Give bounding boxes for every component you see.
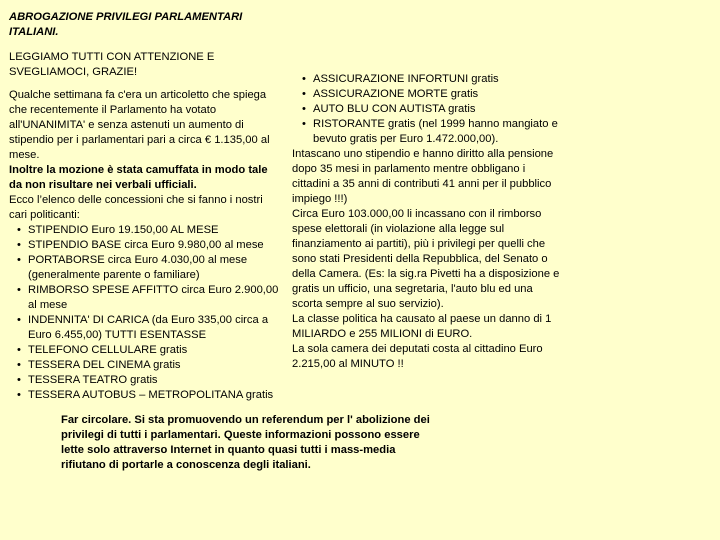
list-item: • RISTORANTE gratis (nel 1999 hanno mangiato e bevuto gratis per Euro 1.472.000,00).: [294, 117, 560, 147]
list-item: • RIMBORSO SPESE AFFITTO circa Euro 2.900,00 al mese: [9, 283, 281, 313]
left-column: [9, 10, 281, 403]
cost-paragraph: La sola camera dei deputati costa al cittadino Euro 2.215,00 al MINUTO !!: [292, 343, 543, 370]
subtitle: LEGGIAMO TUTTI CON ATTENZIONE E SVEGLIAMOCI, GRAZIE!: [9, 51, 215, 78]
document-title: ABROGAZIONE PRIVILEGI PARLAMENTARI ITALIANI.: [9, 11, 243, 38]
pension-paragraph: Intascano uno stipendio e hanno diritto alla pensione dopo 35 mesi in parlamento mentre obbligano i cittadini a 35 anni di contributi 41 anni per il pubblico impiego !!!): [292, 148, 554, 205]
list-item: • ASSICURAZIONE MORTE gratis: [294, 87, 560, 102]
list-item: • STIPENDIO Euro 19.150,00 AL MESE: [9, 223, 281, 238]
list-item: • TELEFONO CELLULARE gratis: [9, 343, 281, 358]
list-item: • ASSICURAZIONE INFORTUNI gratis: [294, 72, 560, 87]
list-item: • TESSERA TEATRO gratis: [9, 373, 281, 388]
refund-paragraph: Circa Euro 103.000,00 li incassano con il rimborso spese elettorali (in violazione alla legge sul finanziamento ai partiti), più i privilegi per quelli che sono stati Presidenti della Repubblica, del Senato o della Camera. (Es: la sig.ra Pivetti ha a disposizione e gratis un ufficio, una segretaria, l'auto blu ed una scorta sempre al suo servizio).: [292, 208, 560, 310]
list-item: • TESSERA DEL CINEMA gratis: [9, 358, 281, 373]
list-item: • INDENNITA' DI CARICA (da Euro 335,00 circa a Euro 6.455,00) TUTTI ESENTASSE: [9, 313, 281, 343]
list-item: • AUTO BLU CON AUTISTA gratis: [294, 102, 560, 117]
footer-note: Far circolare. Si sta promuovendo un referendum per l' abolizione dei privilegi di tutti i parlamentari. Queste informazioni possono essere lette solo attraverso Internet in quanto quasi tutti i mass-media rifiutano di portarle a conoscenza degli italiani.: [61, 414, 430, 471]
intro-bold-paragraph: Inoltre la mozione è stata camuffata in modo tale da non risultare nei verbali ufficiali.: [9, 164, 268, 191]
concessions-list: [9, 223, 281, 403]
list-intro: Ecco l’elenco delle concessioni che si fanno i nostri cari politicanti:: [9, 194, 263, 221]
damage-paragraph: La classe politica ha causato al paese un danno di 1 MILIARDO e 255 MILIONI di EURO.: [292, 313, 552, 340]
intro-paragraph: Qualche settimana fa c'era un articoletto che spiega che recentemente il Parlamento ha votato all'UNANIMITA' e senza astenuti un aumento di stipendio per i parlamentari pari a circa € 1.135,00 al mese.: [9, 89, 270, 161]
right-column: [292, 72, 560, 372]
list-item: • PORTABORSE circa Euro 4.030,00 al mese (generalmente parente o familiare): [9, 253, 281, 283]
list-item: • STIPENDIO BASE circa Euro 9.980,00 al mese: [9, 238, 281, 253]
list-item: • TESSERA AUTOBUS – METROPOLITANA gratis: [9, 388, 281, 403]
concessions-list-continued: [292, 72, 560, 147]
